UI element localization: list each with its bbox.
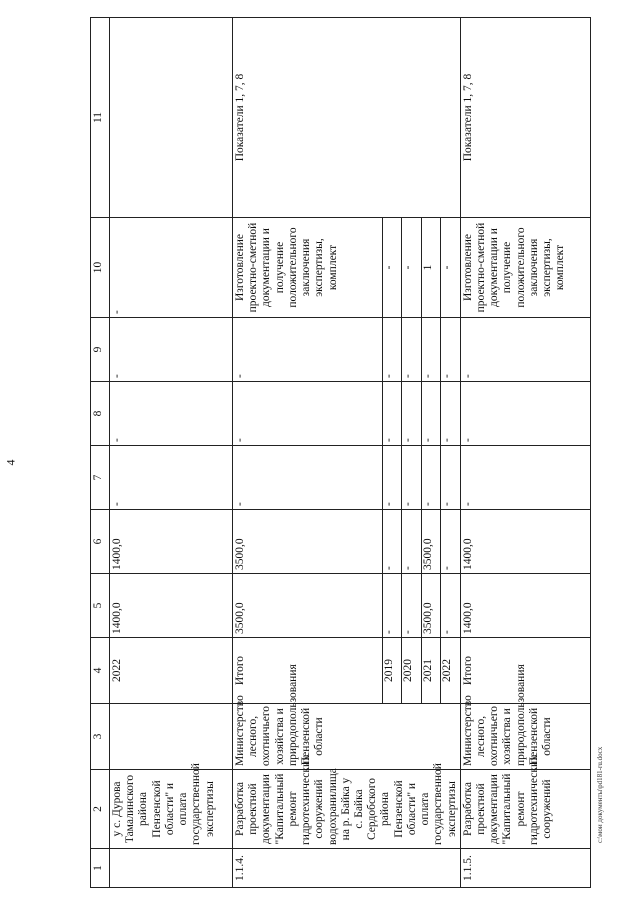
cell-col7: - bbox=[233, 446, 383, 510]
cell-year: 2019 bbox=[382, 638, 402, 704]
cell-col9: - bbox=[421, 318, 441, 382]
cell-measure-name: Разработка проектной документации "Капитальный ремонт гидротехнических сооружений водохранилища на р. Байка у с. Байка Сердобского района Пензенской области" и оплата государственной экспертизы bbox=[233, 770, 461, 849]
header-cell: 2 bbox=[91, 770, 110, 849]
cell-number: 1.1.4. bbox=[233, 849, 461, 888]
header-cell: 10 bbox=[91, 218, 110, 318]
cell-indicators: Показатели 1, 7, 8 bbox=[460, 18, 590, 218]
cell-col5: - bbox=[382, 574, 402, 638]
cell-responsible: Министерство лесного, охотничьего хозяйства и природопользования Пензенской области bbox=[233, 704, 461, 770]
file-path-footer: c:\мои документы\pd181-ru.docx bbox=[596, 746, 604, 843]
cell-year: Итого bbox=[233, 638, 383, 704]
header-cell: 9 bbox=[91, 318, 110, 382]
cell-number bbox=[110, 849, 233, 888]
cell-year: 2022 bbox=[110, 638, 233, 704]
cell-col9: - bbox=[402, 318, 422, 382]
cell-col7: - bbox=[382, 446, 402, 510]
cell-col5: 3500,0 bbox=[233, 574, 383, 638]
cell-responsible bbox=[110, 704, 233, 770]
cell-number: 1.1.5. bbox=[460, 849, 590, 888]
cell-col8: - bbox=[382, 382, 402, 446]
cell-measure-name: Разработка проектной документации "Капитальный ремонт гидротехнических сооружений bbox=[460, 770, 590, 849]
cell-col5: - bbox=[441, 574, 461, 638]
cell-col7: - bbox=[441, 446, 461, 510]
cell-result: Изготовление проектно-сметной документации и получение положительного заключения экспертизы, комплект bbox=[460, 218, 590, 318]
table-row-continuation bbox=[110, 18, 233, 888]
cell-col5: 1400,0 bbox=[110, 574, 233, 638]
cell-col9: - bbox=[233, 318, 383, 382]
cell-col5: - bbox=[402, 574, 422, 638]
header-cell: 6 bbox=[91, 510, 110, 574]
cell-col6: 1400,0 bbox=[460, 510, 590, 574]
cell-year: 2022 bbox=[441, 638, 461, 704]
header-cell: 4 bbox=[91, 638, 110, 704]
header-cell: 5 bbox=[91, 574, 110, 638]
cell-indicators bbox=[110, 18, 233, 218]
cell-col7: - bbox=[421, 446, 441, 510]
cell-col9: - bbox=[460, 318, 590, 382]
cell-col9: - bbox=[110, 318, 233, 382]
cell-year: 2020 bbox=[402, 638, 422, 704]
table-row-1-1-5 bbox=[460, 18, 590, 888]
cell-col6: 3500,0 bbox=[233, 510, 383, 574]
page-number: 4 bbox=[3, 459, 18, 466]
header-cell: 8 bbox=[91, 382, 110, 446]
cell-col6: - bbox=[402, 510, 422, 574]
cell-col8: - bbox=[421, 382, 441, 446]
cell-result: - bbox=[441, 218, 461, 318]
header-cell: 7 bbox=[91, 446, 110, 510]
cell-col8: - bbox=[441, 382, 461, 446]
cell-col8: - bbox=[460, 382, 590, 446]
cell-col8: - bbox=[233, 382, 383, 446]
cell-result: - bbox=[402, 218, 422, 318]
cell-col5: 3500,0 bbox=[421, 574, 441, 638]
cell-col6: 3500,0 bbox=[421, 510, 441, 574]
cell-measure-name: у с. Дурова Тамалинского района Пензенской области" и оплата государственной экспертизы bbox=[110, 770, 233, 849]
cell-col7: - bbox=[110, 446, 233, 510]
cell-col10: - bbox=[110, 218, 233, 318]
cell-year: 2021 bbox=[421, 638, 441, 704]
cell-col9: - bbox=[441, 318, 461, 382]
cell-year: Итого bbox=[460, 638, 590, 704]
program-table bbox=[90, 17, 591, 888]
header-cell: 11 bbox=[91, 18, 110, 218]
cell-result: - bbox=[382, 218, 402, 318]
cell-col7: - bbox=[402, 446, 422, 510]
cell-col6: 1400,0 bbox=[110, 510, 233, 574]
cell-col5: 1400,0 bbox=[460, 574, 590, 638]
cell-col9: - bbox=[382, 318, 402, 382]
cell-col8: - bbox=[110, 382, 233, 446]
cell-result: 1 bbox=[421, 218, 441, 318]
cell-col6: - bbox=[382, 510, 402, 574]
header-cell: 3 bbox=[91, 704, 110, 770]
cell-result: Изготовление проектно-сметной документации и получение положительного заключения экспертизы, комплект bbox=[233, 218, 383, 318]
cell-col8: - bbox=[402, 382, 422, 446]
table-row-1-1-4 bbox=[233, 18, 383, 888]
header-cell: 1 bbox=[91, 849, 110, 888]
cell-indicators: Показатели 1, 7, 8 bbox=[233, 18, 461, 218]
header-row bbox=[91, 18, 110, 888]
cell-col6: - bbox=[441, 510, 461, 574]
cell-col7: - bbox=[460, 446, 590, 510]
cell-responsible: Министерство лесного, охотничьего хозяйства и природопользования Пензенской области bbox=[460, 704, 590, 770]
rotated-table-sheet bbox=[90, 18, 580, 888]
